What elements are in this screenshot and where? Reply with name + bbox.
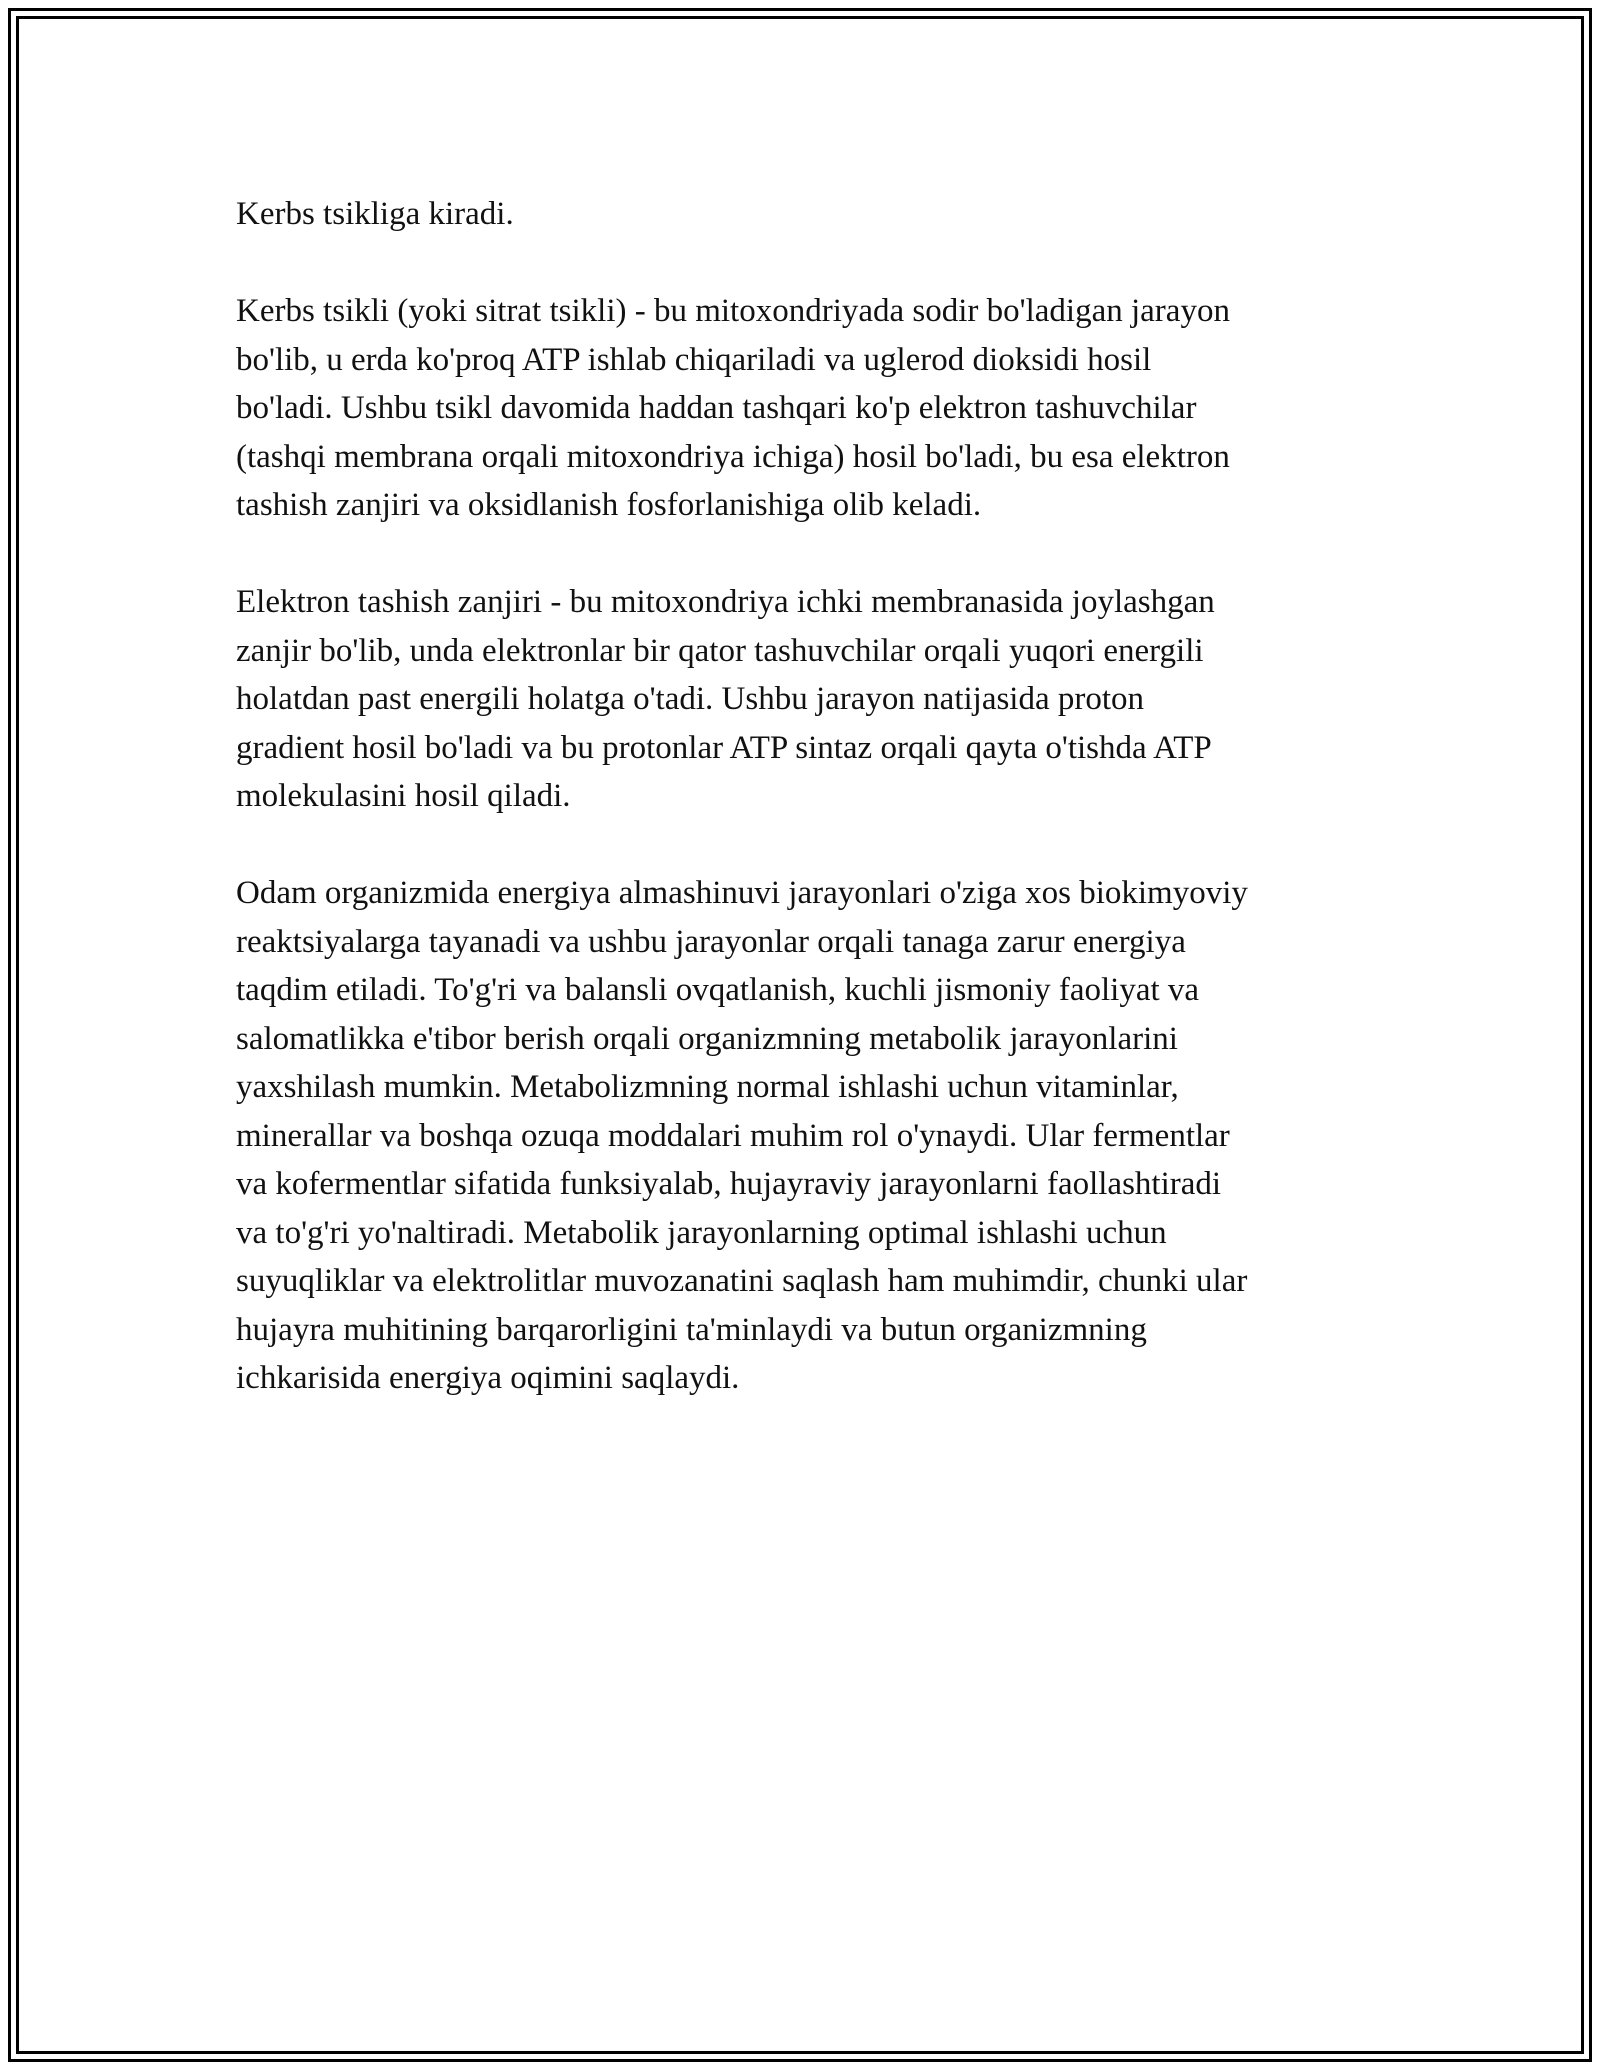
text-line: bo'ladi. Ushbu tsikl davomida haddan tashqari ko'p elektron tashuvchilar [236, 390, 1197, 426]
text-line: va to'g'ri yo'naltiradi. Metabolik jarayonlarning optimal ishlashi uchun [236, 1214, 1167, 1251]
paragraph-3 [236, 578, 1376, 821]
text-line: taqdim etiladi. To'g'ri va balansli ovqatlanish, kuchli jismoniy faoliyat va [236, 972, 1200, 1008]
text-line: bo'lib, u erda ko'proq ATP ishlab chiqariladi va uglerod dioksidi hosil [236, 341, 1152, 378]
text-line: reaktsiyalarga tayanadi va ushbu jarayonlar orqali tanaga zarur energiya [236, 923, 1186, 960]
text-line: va kofermentlar sifatida funksiyalab, hujayraviy jarayonlarni faollashtiradi [236, 1166, 1222, 1202]
text-line: salomatlikka e'tibor berish orqali organizmning metabolik jarayonlarini [236, 1020, 1178, 1057]
text-line: tashish zanjiri va oksidlanish fosforlanishiga olib keladi. [236, 487, 982, 523]
text-line: Kerbs tsikli (yoki sitrat tsikli) - bu mitoxondriyada sodir bo'ladigan jarayon [236, 293, 1230, 329]
text-line: hujayra muhitining barqarorligini ta'minlaydi va butun organizmning [236, 1311, 1147, 1348]
text-line: holatdan past energili holatga o'tadi. Ushbu jarayon natijasida proton [236, 681, 1145, 717]
text-line: minerallar va boshqa ozuqa moddalari muhim rol o'ynaydi. Ular fermentlar [236, 1117, 1230, 1154]
text-line: molekulasini hosil qiladi. [236, 778, 571, 814]
text-line: gradient hosil bo'ladi va bu protonlar ATP sintaz orqali qayta o'tishda ATP [236, 729, 1212, 766]
text-line: zanjir bo'lib, unda elektronlar bir qator tashuvchilar orqali yuqori energili [236, 632, 1204, 669]
text-line: suyuqliklar va elektrolitlar muvozanatini saqlash ham muhimdir, chunki ular [236, 1263, 1248, 1299]
text-line: (tashqi membrana orqali mitoxondriya ichiga) hosil bo'ladi, bu esa elektron [236, 438, 1230, 475]
text-line: Odam organizmida energiya almashinuvi jarayonlari o'ziga xos biokimyoviy [236, 875, 1248, 911]
text-line: Kerbs tsikliga kiradi. [236, 196, 514, 232]
text-line: Elektron tashish zanjiri - bu mitoxondriya ichki membranasida joylashgan [236, 584, 1215, 620]
paragraph-4 [236, 869, 1376, 1403]
paragraph-2 [236, 287, 1376, 530]
text-line: ichkarisida energiya oqimini saqlaydi. [236, 1360, 740, 1396]
text-line: yaxshilash mumkin. Metabolizmning normal ishlashi uchun vitaminlar, [236, 1069, 1179, 1105]
paragraph-1 [236, 190, 1376, 239]
document-body [236, 190, 1376, 1451]
